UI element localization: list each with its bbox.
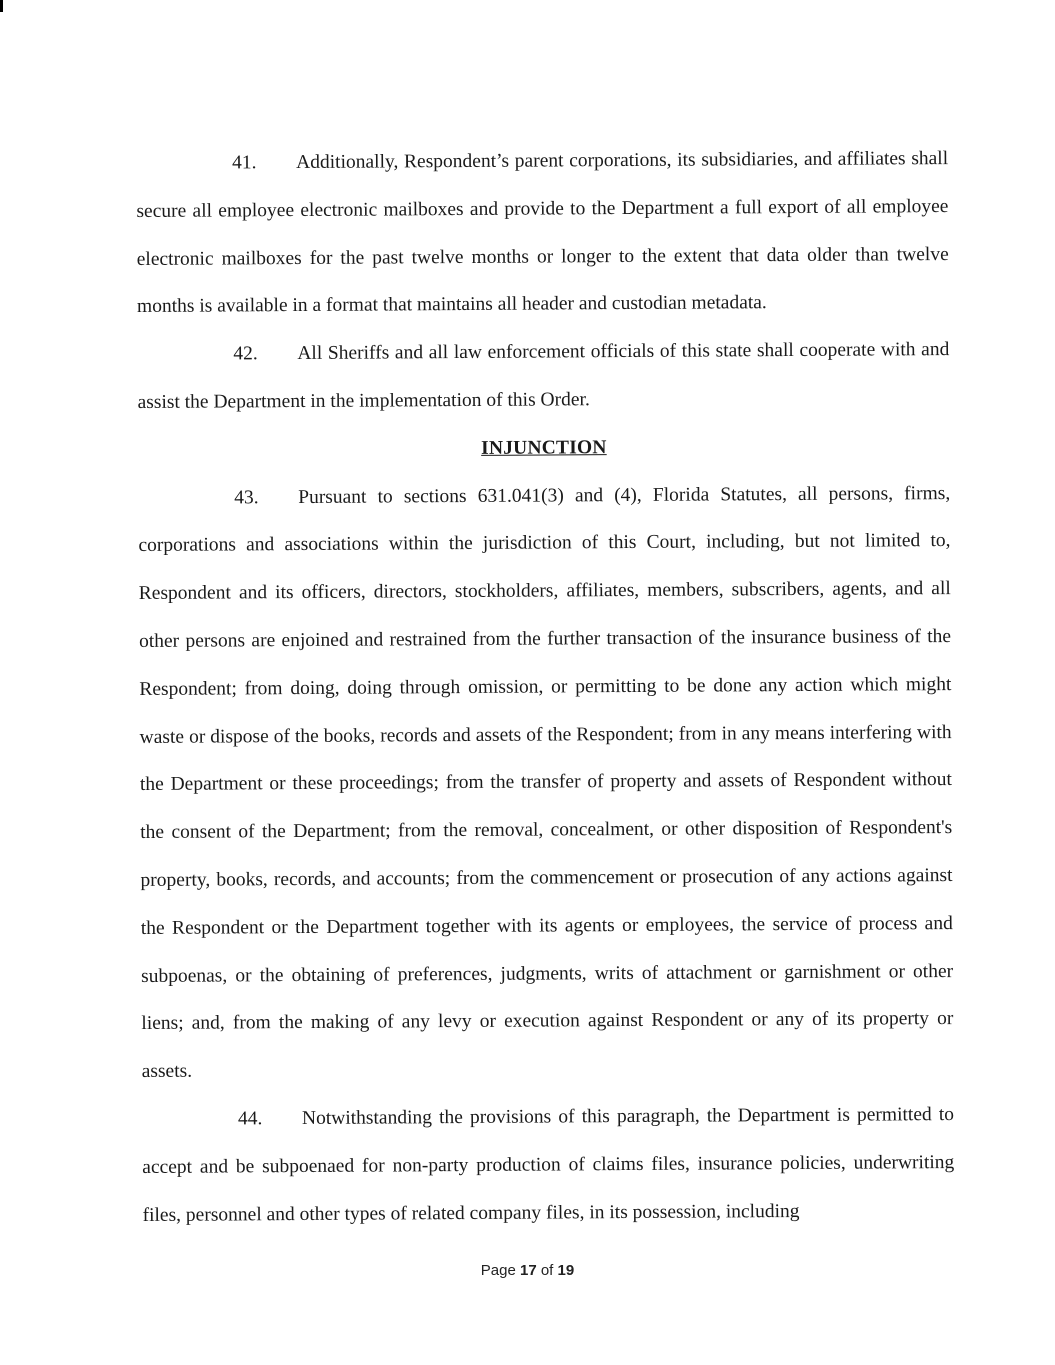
- page-word: Page: [480, 1262, 516, 1279]
- of-word: of: [540, 1262, 554, 1279]
- paragraph-44: [142, 1091, 955, 1239]
- paragraph-number: 42.: [233, 343, 258, 365]
- current-page-number: 17: [519, 1262, 537, 1279]
- page-footer: [0, 1262, 1055, 1279]
- scan-corner-mark: [0, 0, 3, 12]
- paragraph-43: [138, 470, 954, 1096]
- section-heading: INJUNCTION: [481, 436, 607, 459]
- paragraph-text: Pursuant to sections 631.041(3) and (4), Florida Statutes, all persons, firms, corporations and associations within the jurisdiction of this Court, including, but not limited to, Respondent and its officers, directors, stockholders, affiliates, members, subscribers, agents, and all other persons are enjoined and restrained from the further transaction of the insurance business of the Respondent; from doing, doing through omission, or permitting to be done any action which might waste or dispose of the books, records and assets of the Respondent; from in any means interfering with the Department or these proceedings; from the transfer of property and assets of Respondent without the consent of the Department; from the removal, concealment, or other disposition of Respondent's property, books, records, and accounts; from the commencement or prosecution of any actions against the Respondent or the Department together with its agents or employees, the service of process and subpoenas, or the obtaining of preferences, judgments, writs of attachment or garnishment or other liens; and, from the making of any levy or execution against Respondent or any of its property or assets.: [138, 482, 954, 1083]
- document-body: [136, 135, 955, 1239]
- paragraph-text: All Sheriffs and all law enforcement officials of this state shall cooperate with and assist the Department in the implementation of this Order.: [137, 339, 950, 413]
- paragraph-number: 41.: [232, 152, 257, 174]
- paragraph-number: 44.: [237, 1108, 263, 1130]
- paragraph-text: Notwithstanding the provisions of this paragraph, the Department is permitted to accept and be subpoenaed for non-party production of claims files, insurance policies, underwriting files, personnel and other types of related company files, in its possession, including: [142, 1103, 955, 1226]
- paragraph-41: [136, 135, 949, 331]
- paragraph-number: 43.: [234, 486, 259, 508]
- paragraph-text: Additionally, Respondent’s parent corporations, its subsidiaries, and affiliates shall secure all employee electronic mailboxes and provide to the Department a full export of all employee electronic mailboxes for the past twelve months or longer to the extent that data older than twelve months is available in a format that maintains all header and custodian metadata.: [136, 148, 949, 318]
- total-pages-number: 19: [557, 1262, 575, 1279]
- paragraph-42: [137, 326, 950, 427]
